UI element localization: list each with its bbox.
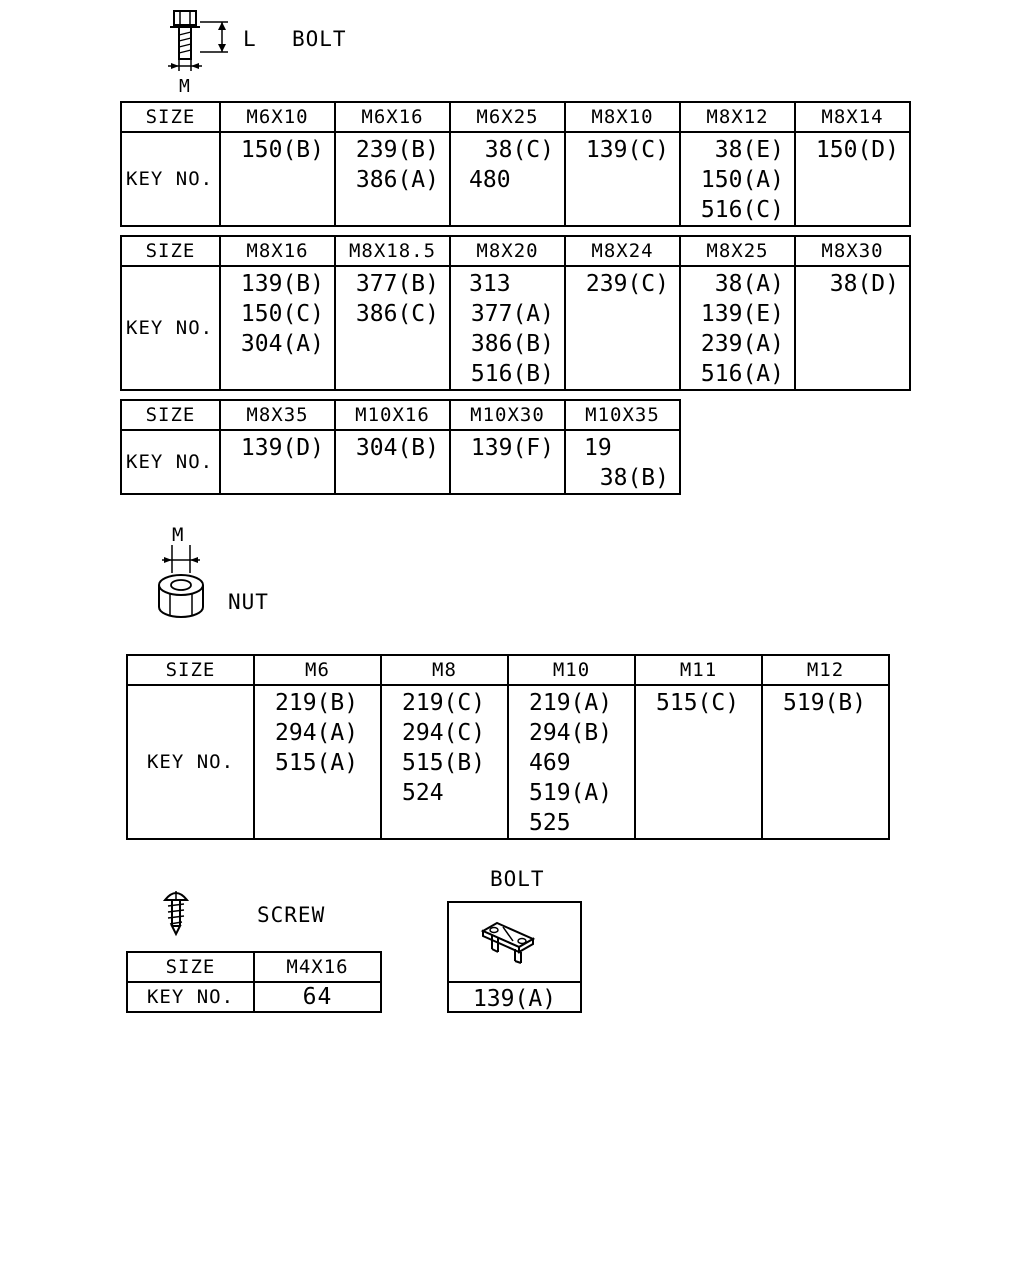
key-value: 294(B) [529, 720, 613, 746]
key-value: 515(A) [275, 750, 359, 776]
key-value: 304(A) [240, 331, 324, 357]
key-value: 139(F) [470, 435, 554, 461]
size-header: M6 [254, 655, 381, 685]
key-cell [565, 266, 680, 390]
key-value: 38(A) [714, 271, 784, 297]
key-value: 294(A) [275, 720, 359, 746]
key-value: 38(E) [714, 137, 784, 163]
nut-size-table [126, 654, 890, 840]
size-header: M4X16 [254, 952, 381, 982]
bracket-bolt-box [447, 901, 582, 1013]
key-value: 38(D) [829, 271, 899, 297]
key-value: 38(C) [484, 137, 554, 163]
nut-icon [152, 545, 212, 620]
key-value: 64 [254, 982, 381, 1012]
size-header: M8X24 [565, 236, 680, 266]
bolt-title: BOLT [292, 27, 347, 51]
size-header: M6X16 [335, 102, 450, 132]
bolt-icon [160, 5, 240, 75]
key-value: 313 [469, 271, 511, 297]
size-header: M8X14 [795, 102, 910, 132]
screw-title: SCREW [257, 903, 326, 927]
bolt-size-table-3 [120, 399, 681, 495]
size-header: M8X12 [680, 102, 795, 132]
screw-icon [161, 888, 191, 938]
size-header: M8X30 [795, 236, 910, 266]
key-value: 239(A) [700, 331, 784, 357]
key-cell [450, 266, 565, 390]
bolt-size-table-1 [120, 101, 911, 227]
key-cell [680, 132, 795, 226]
size-header: M8X20 [450, 236, 565, 266]
key-cell [335, 266, 450, 390]
key-value: 469 [529, 750, 571, 776]
key-value: 519(B) [783, 690, 867, 716]
key-value: 516(B) [470, 361, 554, 387]
key-value: 139(E) [700, 301, 784, 327]
size-header: M8X18.5 [335, 236, 450, 266]
size-label: SIZE [127, 952, 254, 982]
key-value: 519(A) [529, 780, 613, 806]
size-header: M8X10 [565, 102, 680, 132]
key-value: 386(A) [355, 167, 439, 193]
key-value: 377(A) [470, 301, 554, 327]
key-cell [635, 685, 762, 839]
key-value: 515(B) [402, 750, 486, 776]
bolt-length-label: L [243, 27, 257, 51]
key-value: 150(B) [240, 137, 324, 163]
key-cell [220, 430, 335, 494]
key-no-label: KEY NO. [121, 430, 220, 494]
key-value: 239(C) [585, 271, 669, 297]
size-header: M8X25 [680, 236, 795, 266]
key-value: 294(C) [402, 720, 486, 746]
key-cell [335, 132, 450, 226]
key-cell [220, 132, 335, 226]
key-value: 524 [402, 780, 444, 806]
key-value: 38(B) [599, 465, 669, 491]
size-header: M12 [762, 655, 889, 685]
key-value: 150(C) [240, 301, 324, 327]
size-label: SIZE [127, 655, 254, 685]
nut-title: NUT [228, 590, 269, 614]
key-cell [508, 685, 635, 839]
key-cell [565, 132, 680, 226]
key-cell [381, 685, 508, 839]
size-header: M10X35 [565, 400, 680, 430]
size-header: M11 [635, 655, 762, 685]
bracket-bolt-title: BOLT [490, 867, 545, 891]
key-value: 515(C) [656, 690, 740, 716]
bracket-bolt-key: 139(A) [472, 986, 557, 1012]
key-value: 525 [529, 810, 571, 836]
key-no-label: KEY NO. [121, 266, 220, 390]
key-value: 219(B) [275, 690, 359, 716]
key-cell [254, 685, 381, 839]
size-header: M8X35 [220, 400, 335, 430]
key-cell [450, 430, 565, 494]
size-header: M8X16 [220, 236, 335, 266]
key-value: 139(C) [585, 137, 669, 163]
key-value: 150(D) [815, 137, 899, 163]
key-value: 377(B) [355, 271, 439, 297]
size-label: SIZE [121, 236, 220, 266]
key-value: 386(B) [470, 331, 554, 357]
key-value: 239(B) [355, 137, 439, 163]
size-label: SIZE [121, 102, 220, 132]
key-value: 516(A) [700, 361, 784, 387]
key-no-label: KEY NO. [127, 685, 254, 839]
size-header: M6X10 [220, 102, 335, 132]
bolt-diameter-label: M [179, 76, 191, 97]
size-header: M6X25 [450, 102, 565, 132]
key-value: 304(B) [355, 435, 439, 461]
key-value: 219(C) [402, 690, 486, 716]
key-cell [795, 132, 910, 226]
key-no-label: KEY NO. [121, 132, 220, 226]
key-value: 386(C) [355, 301, 439, 327]
key-value: 219(A) [529, 690, 613, 716]
key-value: 139(B) [240, 271, 324, 297]
key-value: 480 [469, 167, 511, 193]
key-value: 19 [584, 435, 612, 461]
size-header: M10X16 [335, 400, 450, 430]
key-cell [335, 430, 450, 494]
key-value: 516(C) [700, 197, 784, 223]
bracket-bolt-icon [479, 915, 539, 965]
size-header: M10 [508, 655, 635, 685]
key-cell [450, 132, 565, 226]
key-cell [565, 430, 680, 494]
key-cell [220, 266, 335, 390]
size-header: M8 [381, 655, 508, 685]
key-cell [795, 266, 910, 390]
size-label: SIZE [121, 400, 220, 430]
key-cell [762, 685, 889, 839]
key-value: 150(A) [700, 167, 784, 193]
screw-size-table [126, 951, 382, 1013]
key-cell [680, 266, 795, 390]
key-no-label: KEY NO. [127, 982, 254, 1012]
nut-diameter-label: M [172, 524, 185, 546]
key-value: 139(D) [240, 435, 324, 461]
size-header: M10X30 [450, 400, 565, 430]
bracket-bolt-divider [449, 981, 580, 983]
bolt-size-table-2 [120, 235, 911, 391]
